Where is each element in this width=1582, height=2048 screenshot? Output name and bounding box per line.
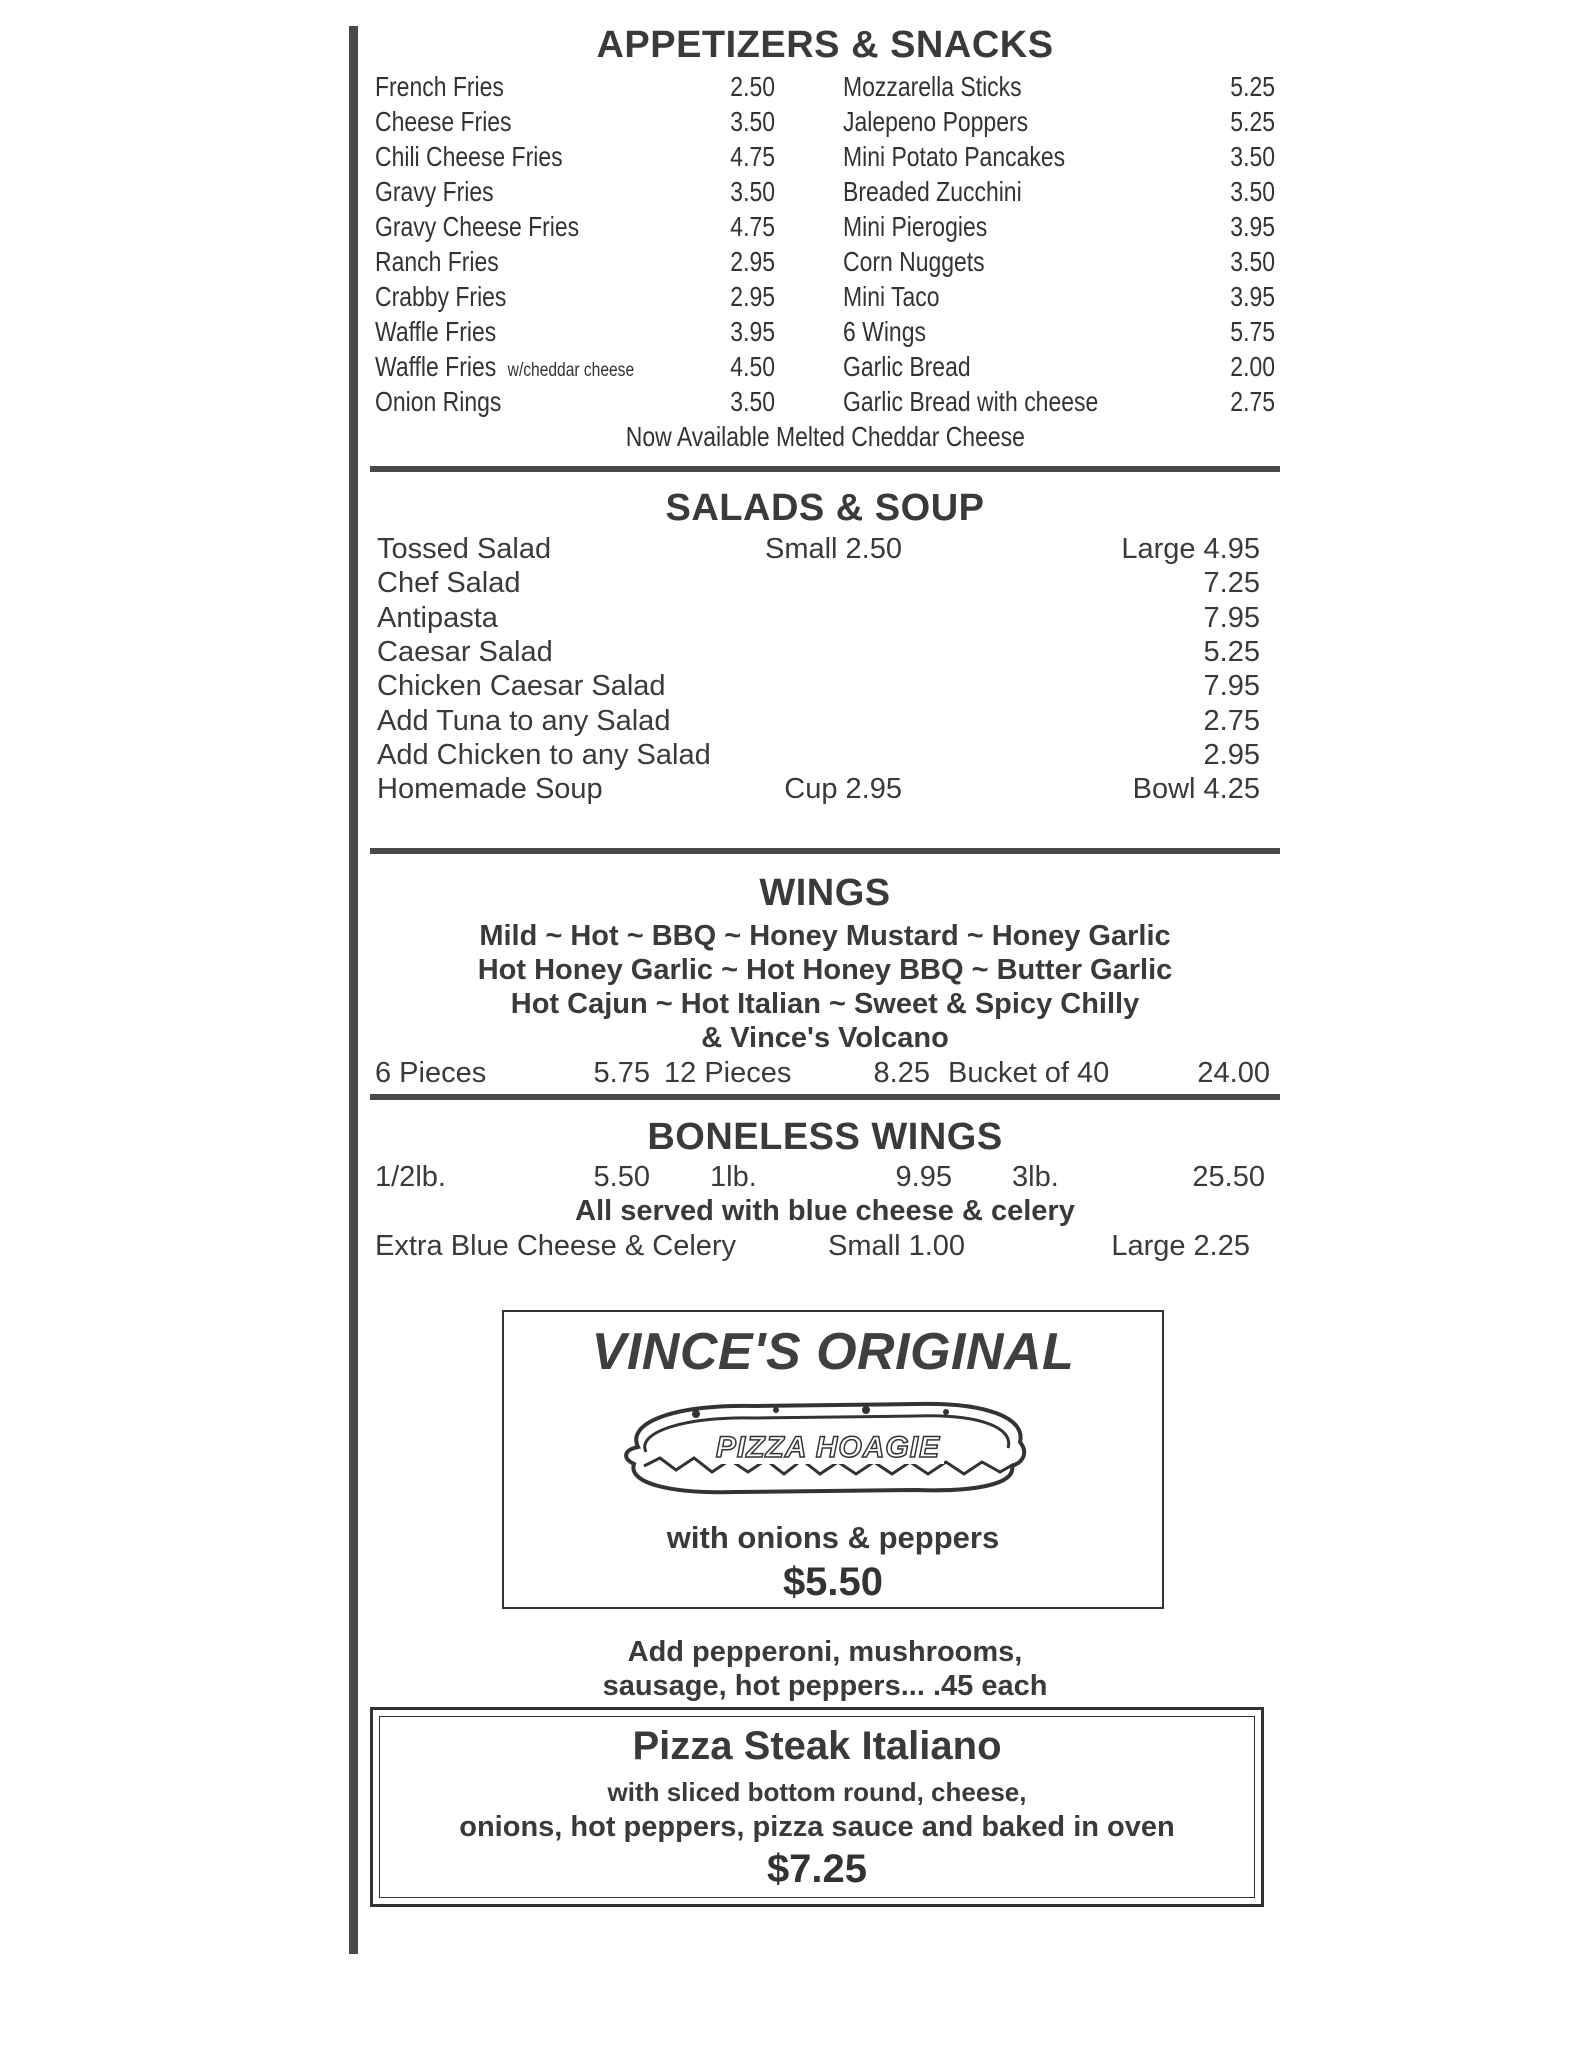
wings-flavors-line-3: Hot Cajun ~ Hot Italian ~ Sweet & Spicy Chilly — [510, 988, 1140, 1020]
appetizer-item-name: Jalepeno Poppers — [843, 106, 1029, 137]
hoagie-addon-line-2: sausage, hot peppers... .45 each — [602, 1670, 1048, 1702]
wings-size-price: 5.75 — [593, 1057, 650, 1089]
salad-item-name: Add Tuna to any Salad — [377, 705, 671, 737]
salad-item-price: Bowl 4.25 — [1132, 773, 1260, 805]
appetizer-item-price: 3.50 — [730, 176, 775, 207]
wings-size-price: 8.25 — [873, 1057, 930, 1089]
appetizer-item-label: Ranch Fries — [375, 246, 499, 277]
appetizer-item-name — [375, 385, 501, 419]
hoagie-logo-text: PIZZA HOAGIE — [715, 1431, 941, 1464]
appetizer-item-price: 4.50 — [730, 351, 775, 382]
appetizer-item-name: Mini Potato Pancakes — [843, 141, 1066, 172]
wings-flavors-line-1: Mild ~ Hot ~ BBQ ~ Honey Mustard ~ Honey Garlic — [479, 920, 1171, 952]
salad-item-price: 2.95 — [1203, 739, 1260, 771]
boneless-size-price: 25.50 — [1192, 1161, 1265, 1193]
extra-blue-cheese-label: Extra Blue Cheese & Celery — [375, 1230, 737, 1262]
boneless-title: BONELESS WINGS — [647, 1116, 1003, 1158]
appetizer-item-label: Onion Rings — [375, 386, 502, 417]
salad-item-price: 7.95 — [1203, 670, 1260, 702]
appetizers-footer: Now Available Melted Cheddar Cheese — [625, 421, 1025, 452]
hoagie-box — [502, 1310, 1164, 1609]
appetizer-item-name: Corn Nuggets — [843, 246, 985, 277]
appetizer-item-price: 3.50 — [1230, 176, 1275, 207]
wings-size-label: 6 Pieces — [375, 1057, 487, 1089]
salad-item-price: 5.25 — [1203, 636, 1260, 668]
appetizer-item-price: 3.50 — [730, 106, 775, 137]
appetizer-item-price: 3.50 — [1230, 141, 1275, 172]
salad-item-name: Chef Salad — [377, 567, 521, 599]
appetizer-item-note: w/cheddar cheese — [507, 360, 635, 381]
appetizer-item-label: Chili Cheese Fries — [375, 141, 563, 172]
wings-title: WINGS — [759, 872, 891, 914]
salad-item-name: Caesar Salad — [377, 636, 553, 668]
appetizer-item-label: Waffle Fries — [375, 316, 497, 347]
appetizer-item-name: Breaded Zucchini — [843, 176, 1022, 207]
appetizer-item-price: 2.50 — [730, 71, 775, 102]
salad-item-small-price: Small 2.50 — [764, 533, 902, 565]
appetizer-item-label: Waffle Fries — [375, 351, 497, 382]
appetizer-item-price: 3.95 — [1230, 281, 1275, 312]
appetizer-item-name — [375, 70, 504, 104]
appetizer-item-name — [375, 350, 634, 384]
salad-item-name: Add Chicken to any Salad — [377, 739, 711, 771]
boneless-size-price: 9.95 — [895, 1161, 952, 1193]
salad-item-small-price: Cup 2.95 — [784, 773, 902, 805]
appetizer-item-name: 6 Wings — [843, 316, 926, 347]
appetizer-item-price: 5.75 — [1230, 316, 1275, 347]
appetizer-item-name — [375, 175, 494, 209]
hoagie-price: $5.50 — [782, 1560, 884, 1604]
appetizer-item-name — [375, 280, 506, 314]
boneless-size-label: 1/2lb. — [375, 1161, 446, 1193]
steak-line-1: with sliced bottom round, cheese, — [607, 1777, 1027, 1807]
appetizer-item-name: Mini Taco — [843, 281, 940, 312]
salads-title: SALADS & SOUP — [665, 487, 985, 529]
salad-item-price: 7.25 — [1203, 567, 1260, 599]
boneless-size-label: 3lb. — [1012, 1161, 1059, 1193]
appetizer-item-label: Cheese Fries — [375, 106, 512, 137]
hoagie-title: VINCE'S ORIGINAL — [591, 1323, 1075, 1381]
divider-3 — [370, 1094, 1280, 1100]
salad-item-price: 2.75 — [1203, 705, 1260, 737]
boneless-size-label: 1lb. — [710, 1161, 757, 1193]
extra-blue-cheese-small: Small 1.00 — [828, 1230, 966, 1262]
appetizer-item-price: 5.25 — [1230, 106, 1275, 137]
wings-size-label: Bucket of 40 — [948, 1057, 1110, 1089]
salad-item-price: 7.95 — [1203, 602, 1260, 634]
wings-size-price: 24.00 — [1197, 1057, 1270, 1089]
appetizers-title: APPETIZERS & SNACKS — [596, 24, 1054, 66]
boneless-size-price: 5.50 — [593, 1161, 650, 1193]
steak-title: Pizza Steak Italiano — [632, 1724, 1002, 1768]
appetizer-item-label: French Fries — [375, 71, 504, 102]
appetizer-item-label: Crabby Fries — [375, 281, 507, 312]
hoagie-subtitle: with onions & peppers — [666, 1520, 1000, 1555]
steak-line-2: onions, hot peppers, pizza sauce and baked in oven — [459, 1811, 1175, 1843]
wings-flavors-line-4: & Vince's Volcano — [701, 1022, 949, 1054]
left-border-bar — [349, 26, 358, 1954]
salad-item-name: Tossed Salad — [377, 533, 552, 565]
boneless-served-note: All served with blue cheese & celery — [575, 1195, 1075, 1227]
appetizer-item-price: 2.75 — [1230, 386, 1275, 417]
hoagie-addon-line-1: Add pepperoni, mushrooms, — [627, 1636, 1023, 1668]
appetizer-item-price: 2.00 — [1230, 351, 1275, 382]
divider-2 — [370, 848, 1280, 854]
appetizer-item-price: 3.50 — [730, 386, 775, 417]
appetizer-item-name — [375, 245, 499, 279]
steak-box — [370, 1707, 1264, 1907]
appetizer-item-price: 4.75 — [730, 211, 775, 242]
appetizer-item-name — [375, 315, 496, 349]
salad-item-name: Chicken Caesar Salad — [377, 670, 666, 702]
wings-size-label: 12 Pieces — [664, 1057, 792, 1089]
appetizer-item-price: 5.25 — [1230, 71, 1275, 102]
appetizer-item-price: 3.95 — [1230, 211, 1275, 242]
appetizer-item-name: Mini Pierogies — [843, 211, 988, 242]
appetizer-item-price: 3.50 — [1230, 246, 1275, 277]
salad-item-name: Antipasta — [377, 602, 498, 634]
divider-1 — [370, 466, 1280, 472]
appetizer-item-label: Gravy Fries — [375, 176, 494, 207]
appetizer-item-label: Gravy Cheese Fries — [375, 211, 580, 242]
appetizer-item-name: Garlic Bread — [843, 351, 971, 382]
extra-blue-cheese-large: Large 2.25 — [1111, 1230, 1250, 1262]
appetizer-item-name — [375, 105, 512, 139]
appetizer-item-price: 3.95 — [730, 316, 775, 347]
appetizer-item-price: 2.95 — [730, 281, 775, 312]
salad-item-price: Large 4.95 — [1121, 533, 1260, 565]
wings-flavors-line-2: Hot Honey Garlic ~ Hot Honey BBQ ~ Butter Garlic — [477, 954, 1173, 986]
appetizer-item-name: Garlic Bread with cheese — [843, 386, 1099, 417]
appetizer-item-price: 4.75 — [730, 141, 775, 172]
appetizer-item-name — [375, 210, 579, 244]
appetizer-item-name: Mozzarella Sticks — [843, 71, 1022, 102]
appetizer-item-price: 2.95 — [730, 246, 775, 277]
salad-item-name: Homemade Soup — [377, 773, 603, 805]
appetizer-item-name — [375, 140, 563, 174]
steak-price: $7.25 — [766, 1847, 868, 1891]
